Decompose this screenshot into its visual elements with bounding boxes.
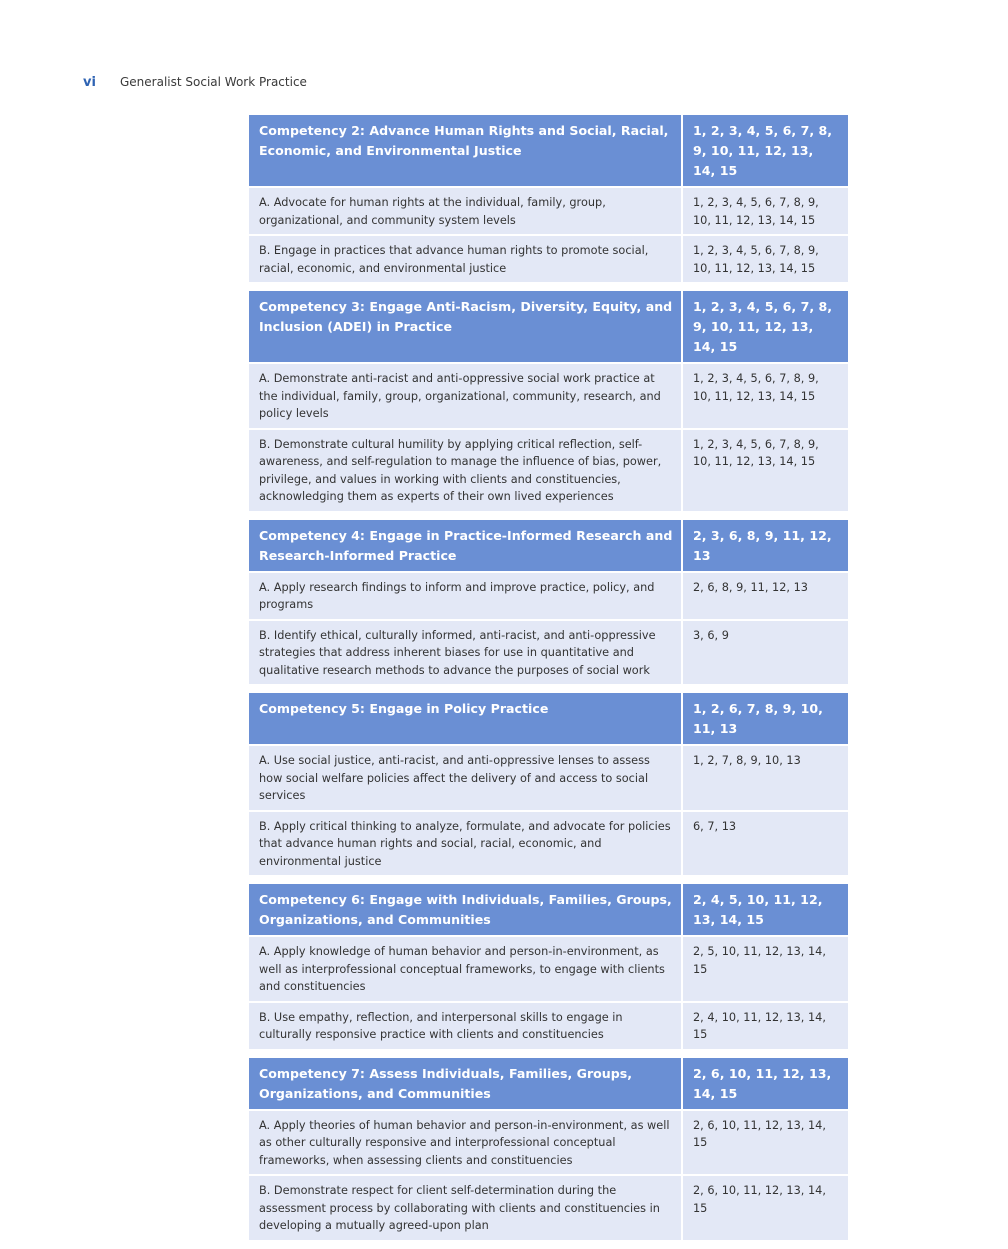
behavior-row	[249, 621, 848, 685]
behavior-row	[249, 364, 848, 428]
behavior-chapters: 3, 6, 9	[683, 621, 848, 685]
behavior-text: A. Apply knowledge of human behavior and person-in-environment, as well as interprofessional conceptual frameworks, to engage with clients and constituencies	[249, 937, 681, 1001]
competency-header-row	[249, 693, 848, 744]
competency-title: Competency 7: Assess Individuals, Families, Groups, Organizations, and Communities	[249, 1058, 681, 1109]
behavior-text: A. Apply research findings to inform and improve practice, policy, and programs	[249, 573, 681, 619]
behavior-text: B. Identify ethical, culturally informed, anti-racist, and anti-oppressive strategies that address inherent biases for use in quantitative and qualitative research methods to advance the purposes of social work	[249, 621, 681, 685]
competency-chapters-text: 2, 3, 6, 8, 9, 11, 12, 13	[693, 527, 832, 563]
behavior-chapters: 1, 2, 3, 4, 5, 6, 7, 8, 9, 10, 11, 12, 13, 14, 15	[683, 236, 848, 282]
competency-header-row	[249, 520, 848, 571]
behavior-chapters: 2, 6, 10, 11, 12, 13, 14, 15	[683, 1111, 848, 1175]
behavior-row	[249, 188, 848, 234]
behavior-chapters: 1, 2, 3, 4, 5, 6, 7, 8, 9, 10, 11, 12, 13, 14, 15	[683, 430, 848, 511]
behavior-text: B. Engage in practices that advance human rights to promote social, racial, economic, and environmental justice	[249, 236, 681, 282]
competency-block	[249, 1058, 848, 1240]
competency-title: Competency 3: Engage Anti-Racism, Diversity, Equity, and Inclusion (ADEI) in Practice	[249, 291, 681, 362]
competency-block	[249, 115, 848, 282]
behavior-chapters: 1, 2, 3, 4, 5, 6, 7, 8, 9, 10, 11, 12, 13, 14, 15	[683, 188, 848, 234]
competency-block	[249, 291, 848, 511]
behavior-text: A. Advocate for human rights at the individual, family, group, organizational, and community system levels	[249, 188, 681, 234]
competency-title: Competency 6: Engage with Individuals, Families, Groups, Organizations, and Communities	[249, 884, 681, 935]
competency-chapters: 1, 2, 3, 4, 5, 6, 7, 8, 9, 10, 11, 12, 13, 14, 15	[683, 291, 848, 362]
competency-chapters	[683, 520, 848, 571]
behavior-row	[249, 573, 848, 619]
behavior-row	[249, 1111, 848, 1175]
page-number: vi	[83, 75, 96, 90]
behavior-text: A. Demonstrate anti-racist and anti-oppressive social work practice at the individual, family, group, organizational, community, research, and policy levels	[249, 364, 681, 428]
behavior-row	[249, 1003, 848, 1049]
behavior-text: B. Use empathy, reflection, and interpersonal skills to engage in culturally responsive practice with clients and constituencies	[249, 1003, 681, 1049]
behavior-row	[249, 812, 848, 876]
behavior-chapters: 2, 6, 8, 9, 11, 12, 13	[683, 573, 848, 619]
competency-title: Competency 2: Advance Human Rights and Social, Racial, Economic, and Environmental Justice	[249, 115, 681, 186]
competency-block	[249, 693, 848, 875]
competency-chapters: 1, 2, 6, 7, 8, 9, 10, 11, 13	[683, 693, 848, 744]
behavior-text: B. Demonstrate cultural humility by applying critical reflection, self-awareness, and self-regulation to manage the influence of bias, power, privilege, and values in working with clients and constituencies, acknowledging them as experts of their own lived experiences	[249, 430, 681, 511]
behavior-row	[249, 1176, 848, 1240]
competency-header-row	[249, 115, 848, 186]
behavior-chapters: 2, 4, 10, 11, 12, 13, 14, 15	[683, 1003, 848, 1049]
behavior-row	[249, 430, 848, 511]
competency-chapters: 2, 4, 5, 10, 11, 12, 13, 14, 15	[683, 884, 848, 935]
competency-chapters: 1, 2, 3, 4, 5, 6, 7, 8, 9, 10, 11, 12, 13, 14, 15	[683, 115, 848, 186]
behavior-chapters: 2, 6, 10, 11, 12, 13, 14, 15	[683, 1176, 848, 1240]
competency-block	[249, 884, 848, 1049]
book-title: Generalist Social Work Practice	[120, 75, 307, 89]
competency-chapters: 2, 6, 10, 11, 12, 13, 14, 15	[683, 1058, 848, 1109]
competency-block	[249, 520, 848, 685]
running-header	[83, 75, 307, 90]
behavior-row	[249, 746, 848, 810]
behavior-chapters: 6, 7, 13	[683, 812, 848, 876]
behavior-text: A. Use social justice, anti-racist, and anti-oppressive lenses to assess how social welfare policies affect the delivery of and access to social services	[249, 746, 681, 810]
behavior-row	[249, 236, 848, 282]
behavior-row	[249, 937, 848, 1001]
competency-header-row	[249, 884, 848, 935]
behavior-text: B. Apply critical thinking to analyze, formulate, and advocate for policies that advance human rights and social, racial, economic, and environmental justice	[249, 812, 681, 876]
competency-header-row	[249, 291, 848, 362]
competency-title: Competency 5: Engage in Policy Practice	[249, 693, 681, 744]
behavior-chapters: 1, 2, 3, 4, 5, 6, 7, 8, 9, 10, 11, 12, 13, 14, 15	[683, 364, 848, 428]
behavior-text: B. Demonstrate respect for client self-determination during the assessment process by collaborating with clients and constituencies in developing a mutually agreed-upon plan	[249, 1176, 681, 1240]
competency-header-row	[249, 1058, 848, 1109]
behavior-text: A. Apply theories of human behavior and person-in-environment, as well as other culturally responsive and interprofessional conceptual frameworks, when assessing clients and constituencies	[249, 1111, 681, 1175]
behavior-chapters: 1, 2, 7, 8, 9, 10, 13	[683, 746, 848, 810]
behavior-chapters: 2, 5, 10, 11, 12, 13, 14, 15	[683, 937, 848, 1001]
competency-title: Competency 4: Engage in Practice-Informed Research and Research-Informed Practice	[249, 520, 681, 571]
competency-table	[249, 115, 848, 1249]
